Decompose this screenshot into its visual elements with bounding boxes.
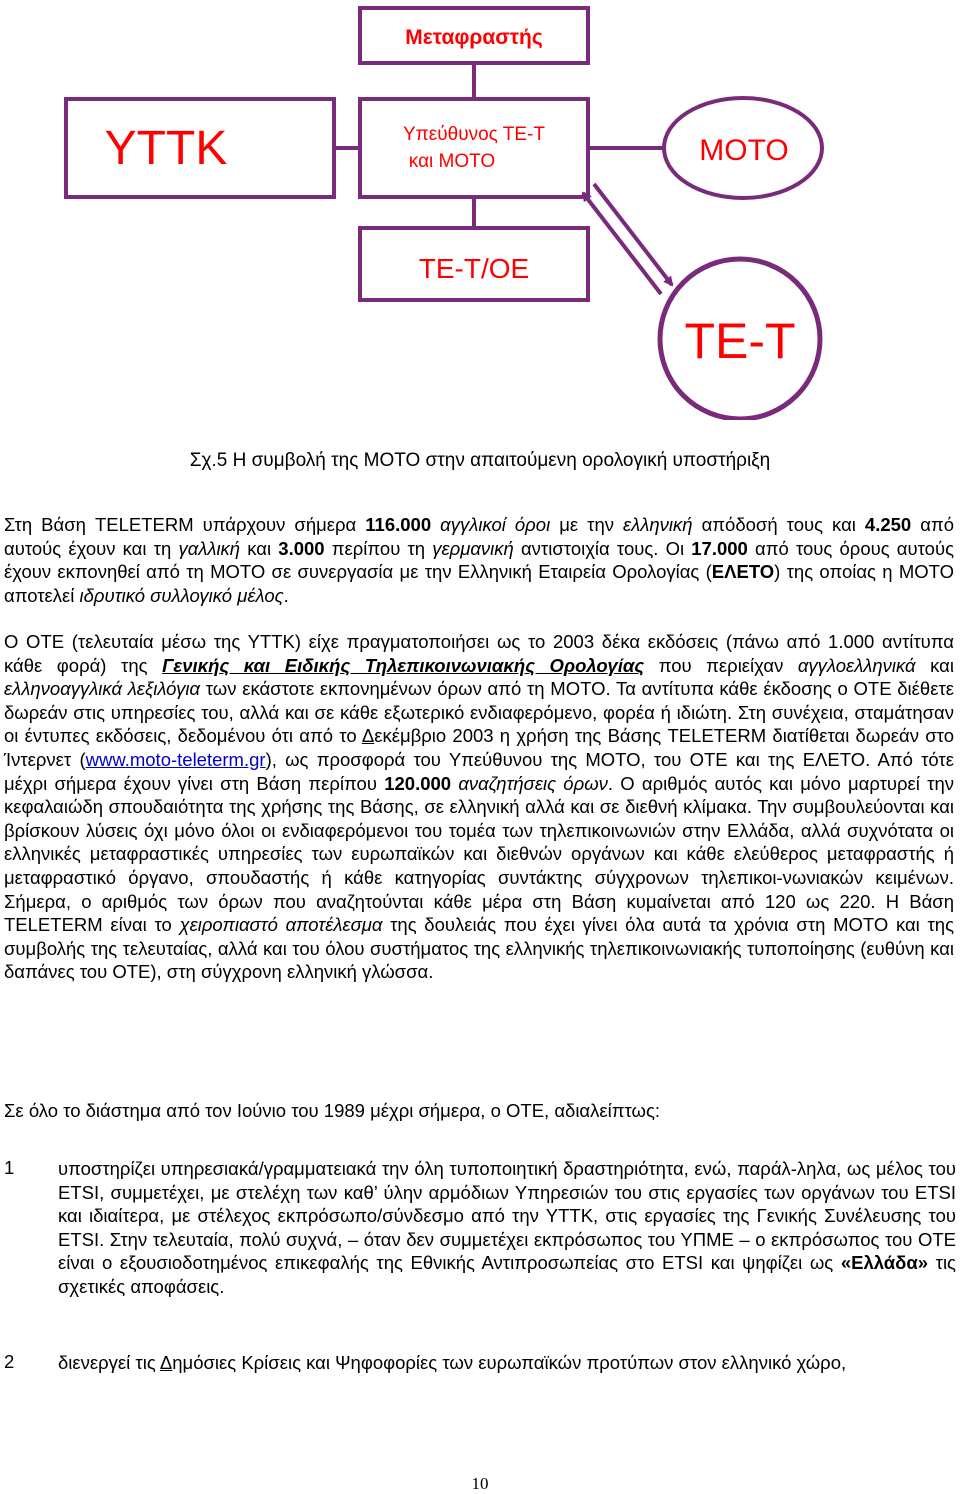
paragraph-3: Σε όλο το διάστημα από τον Ιούνιο του 1989 μέχρι σήμερα, ο ΟΤΕ, αδιαλείπτως: (4, 1100, 661, 1121)
p1-german: γερμανική (432, 537, 514, 559)
p1-english-terms: αγγλικοί όροι (431, 514, 551, 535)
translator-label: Μεταφραστής (405, 26, 543, 49)
p2-d: Δ (361, 725, 375, 747)
list-item-2-d: Δ (159, 1352, 173, 1373)
p1-text: και (240, 537, 279, 559)
arrow-to-tet (594, 184, 672, 285)
p2-text: ), ως προσφορά του Υπεύθυνου της ΜΟΤΟ, του ΟΤΕ και της ΕΛΕΤΟ. Από τότε μέχρι σήμερα έχουν γίνει στη Βάση περίπου (4, 748, 954, 794)
p1-greek: ελληνική (623, 514, 693, 535)
tet-label: ΤΕ-Τ (684, 313, 796, 369)
teleterm-link[interactable]: www.moto-teleterm.gr (85, 748, 266, 770)
moto-diagram (0, 0, 960, 420)
list-item-1-text: τις σχετικές αποφάσεις. (58, 1252, 956, 1297)
p1-count-german: 3.000 (278, 537, 325, 559)
p2-text: των εκάστοτε εκπονημένων όρων από τη ΜΟΤΟ. Τα αντίτυπα κάθε έκδοσης ο ΟΤΕ διέθετε δωρεάν στις υπηρεσίες του, αλλά και σε κάθε εξωτερικό ενδιαφερόμενο, φορέα ή ιδιώτη. Στη συνέχεια, σταμάτησαν οι έντυπες εκδόσεις, δεδομένου ότι από το (4, 678, 955, 747)
page-number: 10 (471, 1474, 489, 1493)
p1-text: από τους όρους αυτούς έχουν εκπονηθεί από τη ΜΟΤΟ σε συνεργασία με την Ελληνική Εταιρεία Ορολογίας ( (4, 537, 954, 583)
p1-text: απόδοσή τους και (692, 514, 865, 535)
p1-text: . (283, 584, 289, 606)
p1-count-english: 116.000 (365, 514, 432, 535)
list-item-2-text: διενεργεί τις (58, 1352, 160, 1373)
paragraph-1 (4, 513, 954, 607)
list-item-2-text: ημόσιες Κρίσεις και Ψηφοφορίες των ευρωπαϊκών προτύπων στον ελληνικό χώρο, (172, 1352, 847, 1373)
arrow-from-tet (583, 193, 661, 294)
p2-text: . Ο αριθμός αυτός και μόνο μαρτυρεί την κεφαλαιώδη σπουδαιότητα της χρήσης της Βάσης, σε ελληνική αλλά και σε διεθνή κλίμακα. Την συμβουλεύονται και βρίσκουν λύσεις όχι μόνο όλοι οι ενδιαφερόμενοι του τομέα των τηλεπικοινωνιών στην Ελλάδα, αλλά συχνότατα οι ελληνικές μεταφραστικές υπηρεσίες των ευρωπαϊκών και διεθνών οργάνων και κάθε ελεύθερος μεταφραστής ή μεταφραστικό όργανο, σπουδαστής ή κάθε κατηγορίας συντάκτης σύγχρονων τηλεπικοι-νωνιακών κειμένων. Σήμερα, ο αριθμός των όρων που αναζητούνται κάθε μέρα στη Βάση κυμαίνεται από 120 ως 220. Η Βάση TELETERM είναι το (4, 772, 954, 936)
p1-text: από αυτούς έχουν και τη (4, 514, 954, 559)
list-item-1 (58, 1157, 956, 1299)
p1-text: με την (550, 514, 624, 535)
responsible-box (360, 99, 588, 197)
p1-count-moto: 17.000 (691, 537, 748, 559)
list-item-2 (58, 1351, 956, 1375)
p2-text: εκέμβριο 2003 η χρήση της Βάσης TELETERM διατίθεται δωρεάν στο Ίντερνετ ( (4, 725, 954, 770)
yttk-label: ΥΤΤΚ (104, 122, 228, 175)
p1-text: ) της οποίας η ΜΟΤΟ αποτελεί (4, 561, 955, 606)
responsible-label-line1: Υπεύθυνος ΤΕ-Τ (403, 124, 545, 145)
p2-text: της δουλειάς που έχει γίνει όλα αυτά τα χρόνια στη ΜΟΤΟ και της συμβολής της τελευταίας, αλλά και του όλου συστήματος της ελληνικής τηλεπικοινωνιακής τυποποίησης (ευθύνη και δαπάνες του ΟΤΕ), στη σύγχρονη ελληνική γλώσσα. (4, 914, 954, 983)
list-number-1: 1 (4, 1157, 15, 1178)
p2-anglo-greek: αγγλοελληνικά (797, 654, 916, 676)
list-item-1-text: υποστηρίζει υπηρεσιακά/γραμματειακά την όλη τυποποιητική δραστηριότητα, ενώ, παράλ-ληλα, ως μέλος του ETSI, συμμετέχει, με στελέχη των καθ’ ύλην αρμόδιων Υπηρεσιών του στις εργασίες των οργάνων του ETSI και ιδιαίτερα, με στέλεχος εκπρόσωπο/σύνδεσμο από την ΥΤΤΚ, στις εργασίες της Γενικής Συνέλευσης του ETSI. Στην τελευταία, πολύ συχνά, – όταν δεν συμμετέχει εκπρόσωπος του ΥΠΜΕ – ο εκπρόσωπος του ΟΤΕ είναι ο εξουσιοδοτημένος επικεφαλής της Εθνικής Αντιπροσωπείας στο ETSI και ψηφίζει ως (58, 1158, 956, 1274)
moto-label: ΜΟΤΟ (699, 134, 789, 167)
list-item-1-greece: «Ελλάδα» (840, 1252, 929, 1274)
p1-founding-member: ιδρυτικό συλλογικό μέλος (79, 584, 284, 606)
p2-tangible-result: χειροπιαστό αποτέλεσμα (179, 914, 383, 936)
tet-oe-label: ΤΕ-Τ/ΟΕ (418, 253, 530, 284)
p2-greek-anglo: ελληνοαγγλικά λεξιλόγια (4, 678, 201, 700)
p1-french: γαλλική (178, 537, 241, 559)
p1-eleto: ΕΛΕΤΟ (711, 561, 775, 583)
p2-searches: αναζητήσεις όρων (451, 772, 608, 794)
p1-count-french: 4.250 (864, 514, 912, 535)
responsible-label-line2: και ΜΟΤΟ (408, 151, 496, 172)
p2-searches-count: 120.000 (384, 772, 452, 794)
p1-text: αντιστοιχία τους. Οι (513, 537, 692, 559)
p2-text: που περιείχαν (644, 654, 798, 676)
p2-text: και (915, 654, 954, 676)
p1-text: περίπου τη (324, 537, 433, 559)
p2-text: Ο ΟΤΕ (τελευταία μέσω της ΥΤΤΚ) είχε πραγματοποιήσει ως το 2003 δέκα εκδόσεις (πάνω από 1.000 αντίτυπα κάθε φορά) της (4, 631, 954, 676)
p1-text: Στη Βάση TELETERM υπάρχουν σήμερα (4, 514, 366, 535)
paragraph-2 (4, 630, 954, 984)
p2-glossary-title: Γενικής και Ειδικής Τηλεπικοινωνιακής Ορολογίας (162, 654, 645, 676)
figure-caption: Σχ.5 Η συμβολή της ΜΟΤΟ στην απαιτούμενη ορολογική υποστήριξη (189, 450, 771, 471)
list-number-2: 2 (4, 1351, 15, 1372)
